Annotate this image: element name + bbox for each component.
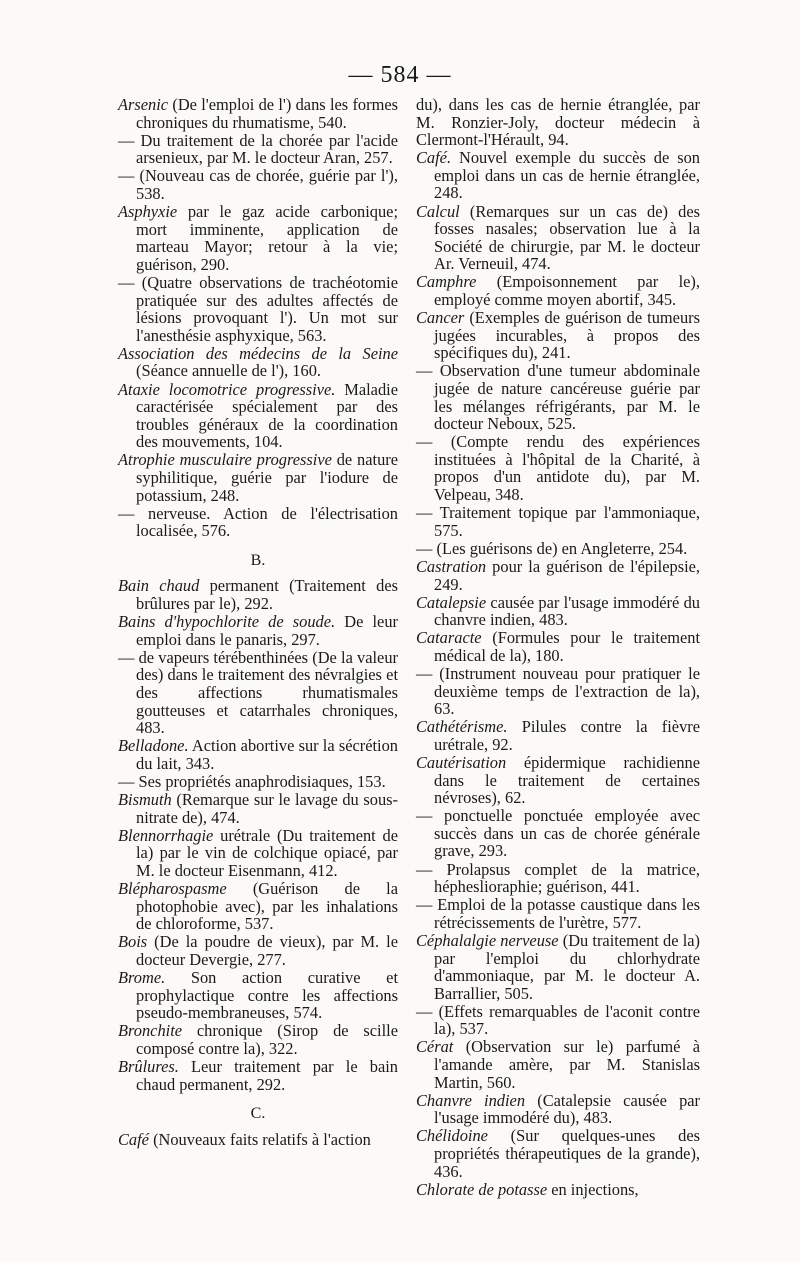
index-entry: [416, 309, 700, 362]
index-entry: [118, 613, 398, 648]
index-entry: [416, 558, 700, 593]
index-entry: [118, 274, 398, 344]
entry-text: permanent (Traitement des brûlures par le), 292.: [136, 576, 398, 614]
entry-headword: Asphyxie: [118, 202, 178, 222]
entry-text: (Du traitement de la) par l'emploi du chlorhydrate d'ammoniaque, par M. le docteur A. Barrallier, 505.: [434, 930, 700, 1003]
entry-headword: Ataxie locomotrice progressive.: [118, 379, 336, 399]
index-entry: [416, 433, 700, 503]
index-entry: [118, 1131, 398, 1149]
entry-text: (Exemples de guérison de tumeurs jugées incurables, à propos des spécifiques du), 241.: [434, 308, 700, 363]
entry-text: — Ses propriétés anaphrodisiaques, 153.: [118, 771, 386, 791]
entry-headword: Calcul: [416, 201, 460, 221]
entry-text: Leur traitement par le bain chaud permanent, 292.: [136, 1056, 398, 1094]
index-entry: [416, 362, 700, 432]
entry-headword: Chélidoine: [416, 1126, 488, 1146]
entry-headword: Cautérisation: [416, 752, 507, 772]
index-entry: [416, 718, 700, 753]
index-entry: [416, 896, 700, 931]
entry-headword: Cataracte: [416, 628, 482, 648]
index-entry: [118, 451, 398, 504]
entry-text: du), dans les cas de hernie étranglée, par M. Ronzier-Joly, docteur médecin à Clermont-l'Hérault, 94.: [416, 95, 700, 150]
entry-headword: Brûlures.: [118, 1056, 179, 1076]
entry-text: par le gaz acide carbonique; mort imminente, application de marteau Mayor; retour à la vie; guérison, 290.: [136, 202, 398, 274]
entry-text: causée par l'usage immodéré du chanvre indien, 483.: [434, 592, 700, 630]
index-entry: [118, 969, 398, 1022]
entry-text: urétrale (Du traitement de la) par le vin de colchique opiacé, par M. le docteur Eisenmann, 412.: [136, 825, 398, 880]
entry-text: — (Quatre observations de trachéotomie pratiquée sur des adultes affectés de lésions provoquant l'). Un mot sur l'anesthésie asphyxique, 563.: [118, 272, 398, 345]
index-entry: [416, 1003, 700, 1038]
section-letter: C.: [250, 1105, 266, 1123]
entry-text: Pilules contre la fièvre urétrale, 92.: [434, 717, 700, 754]
entry-headword: Cathétérisme.: [416, 717, 508, 737]
entry-text: — nerveuse. Action de l'électrisation localisée, 576.: [118, 503, 398, 541]
index-entry: [118, 827, 398, 880]
index-entry: [118, 96, 398, 131]
index-entry: [416, 1127, 700, 1180]
entry-headword: Bois: [118, 932, 148, 952]
entry-text: chronique (Sirop de scille composé contre la), 322.: [136, 1021, 398, 1058]
index-entry: [118, 773, 398, 791]
index-entry: [118, 381, 398, 451]
index-entry: [416, 594, 700, 629]
entry-headword: Arsenic: [118, 95, 169, 114]
index-entry: [118, 649, 398, 737]
entry-headword: Bismuth: [118, 790, 172, 810]
entry-text: de nature syphilitique, guérie par l'iodure de potassium, 248.: [136, 450, 398, 505]
entry-text: (Séance annuelle de l'), 160.: [136, 361, 321, 381]
entry-text: — Du traitement de la chorée par l'acide arsenieux, par M. le docteur Aran, 257.: [118, 130, 398, 168]
entry-headword: Chanvre indien: [416, 1090, 526, 1110]
entry-text: — Emploi de la potasse caustique dans les rétrécissements de l'urètre, 577.: [416, 895, 700, 932]
index-entry: [416, 754, 700, 807]
entry-text: (Sur quelques-unes des propriétés thérapeutiques de la grande), 436.: [434, 1126, 700, 1181]
entry-headword: Belladone.: [118, 736, 189, 756]
entry-headword: Association des médecins de la Seine: [118, 343, 398, 363]
entry-text: en injections,: [547, 1179, 639, 1199]
index-entry: [416, 504, 700, 539]
entry-headword: Cancer: [416, 308, 465, 328]
index-entry: [416, 203, 700, 273]
entry-headword: Bain chaud: [118, 576, 200, 596]
entry-text: (Formules pour le traitement médical de la), 180.: [434, 628, 700, 665]
entry-text: — (Nouveau cas de chorée, guérie par l'), 538.: [118, 166, 398, 203]
index-entry: [416, 540, 700, 558]
entry-text: (Observation sur le) parfumé à l'amande amère, par M. Stanislas Martin, 560.: [434, 1037, 700, 1092]
index-entry: [118, 933, 398, 968]
entry-text: — (Les guérisons de) en Angleterre, 254.: [416, 538, 688, 558]
entry-text: Son action curative et prophylactique contre les affections pseudo-membraneuses, 574.: [136, 968, 398, 1023]
entry-headword: Blennorrhagie: [118, 825, 214, 845]
index-entry: [118, 577, 398, 612]
entry-headword: Camphre: [416, 272, 477, 292]
entry-headword: Café.: [416, 148, 452, 168]
index-entry: [118, 791, 398, 826]
index-entry: [118, 1058, 398, 1093]
entry-headword: Atrophie musculaire progressive: [118, 450, 332, 470]
index-entry: [118, 345, 398, 380]
entry-headword: Catalepsie: [416, 592, 487, 612]
index-entry: [416, 861, 700, 896]
entry-text: (Catalepsie causée par l'usage immodéré du), 483.: [434, 1090, 701, 1128]
index-entry: [118, 132, 398, 167]
index-entry: [118, 737, 398, 772]
index-entry: [416, 273, 700, 308]
entry-headword: Bronchite: [118, 1021, 183, 1041]
entry-headword: Bains d'hypochlorite de soude.: [118, 612, 336, 632]
entry-headword: Blépharospasme: [118, 879, 227, 899]
index-entry: [416, 1092, 700, 1127]
section-letter: B.: [250, 551, 266, 569]
entry-text: — de vapeurs térébenthinées (De la valeur des) dans le traitement des névralgies et des affections rhumatismales goutteuses et catarrhales chroniques, 483.: [118, 647, 398, 738]
index-entry: [416, 1181, 700, 1199]
index-entry: [118, 1022, 398, 1057]
index-entry: [416, 1038, 700, 1091]
entry-text: (De l'emploi de l') dans les formes chroniques du rhumatisme, 540.: [136, 95, 398, 132]
entry-text: — (Effets remarquables de l'aconit contre la), 537.: [416, 1001, 700, 1039]
index-entry: [416, 96, 700, 149]
entry-text: (De la poudre de vieux), par M. le docteur Devergie, 277.: [136, 932, 398, 969]
entry-text: (Remarques sur un cas de) des fosses nasales; observation lue à la Société de chirurgie, par M. le docteur Ar. Verneuil, 474.: [434, 201, 700, 274]
index-entry: [416, 807, 700, 860]
entry-text: — Traitement topique par l'ammoniaque, 575.: [416, 503, 700, 540]
entry-headword: Céphalalgie nerveuse: [416, 930, 559, 950]
entry-text: Nouvel exemple du succès de son emploi dans un cas de hernie étranglée, 248.: [434, 148, 700, 203]
entry-headword: Café: [118, 1129, 149, 1149]
index-column-left: [118, 96, 398, 1149]
entry-text: — (Instrument nouveau pour pratiquer le deuxième temps de l'extraction de la), 63.: [416, 664, 700, 719]
entry-text: Action abortive sur la sécrétion du lait, 343.: [136, 736, 398, 773]
index-entry: [416, 149, 700, 202]
entry-text: (Guérison de la photophobie avec), par les inhalations de chloroforme, 537.: [136, 879, 398, 934]
index-entry: [118, 167, 398, 202]
entry-headword: Castration: [416, 556, 487, 576]
entry-text: — Observation d'une tumeur abdominale jugée de nature cancéreuse guérie par les mélanges réfrigérants, par M. le docteur Neboux, 525.: [416, 361, 700, 434]
entry-text: Maladie caractérisée spécialement par des troubles généraux de la coordination des mouvements, 104.: [136, 379, 398, 452]
entry-text: — (Compte rendu des expériences instituées à l'hôpital de la Charité, à propos d'un antidote du), par M. Velpeau, 348.: [416, 432, 700, 505]
index-entry: [416, 629, 700, 664]
entry-headword: Chlorate de potasse: [416, 1179, 548, 1199]
entry-headword: Cérat: [416, 1037, 454, 1057]
entry-text: De leur emploi dans le panaris, 297.: [136, 612, 398, 649]
index-entry: [416, 932, 700, 1002]
entry-text: — ponctuelle ponctuée employée avec succès dans un cas de chorée générale grave, 293.: [416, 806, 700, 861]
index-column-right: [416, 96, 700, 1199]
index-entry: [118, 505, 398, 540]
entry-headword: Brome.: [118, 968, 166, 987]
entry-text: — Prolapsus complet de la matrice, hépheslioraphie; guérison, 441.: [416, 859, 700, 897]
entry-text: (Remarque sur le lavage du sous-nitrate de), 474.: [136, 790, 398, 827]
index-entry: [118, 880, 398, 933]
index-entry: [118, 203, 398, 273]
entry-text: (Empoisonnement par le), employé comme moyen abortif, 345.: [434, 272, 700, 310]
index-entry: [416, 665, 700, 718]
entry-text: (Nouveaux faits relatifs à l'action: [148, 1129, 371, 1149]
entry-text: pour la guérison de l'épilepsie, 249.: [434, 556, 700, 594]
entry-text: épidermique rachidienne dans le traitement de certaines névroses), 62.: [434, 752, 700, 808]
page-number: — 584 —: [348, 62, 452, 88]
